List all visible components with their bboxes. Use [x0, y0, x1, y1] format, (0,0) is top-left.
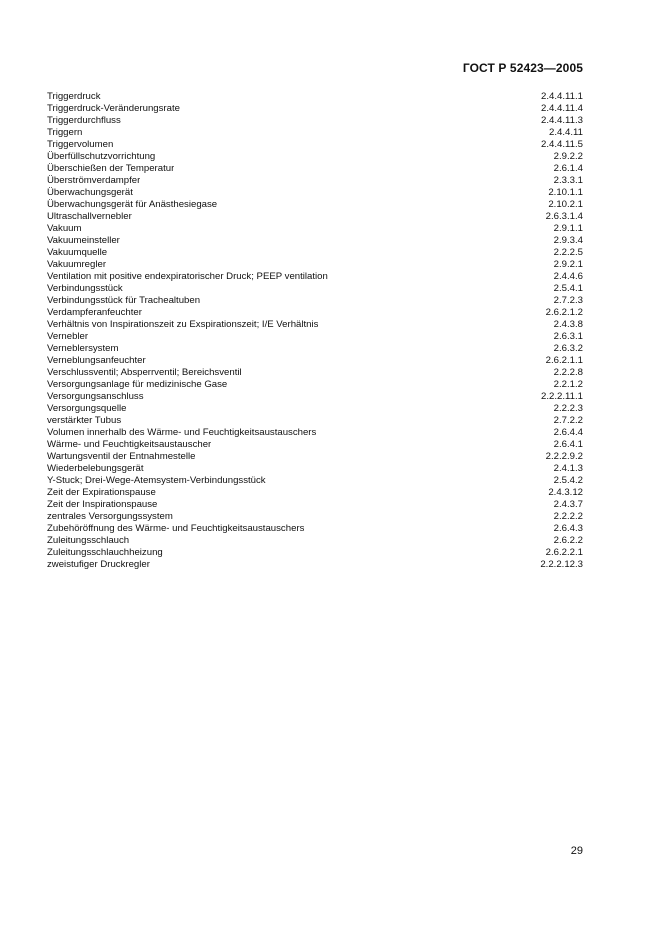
- index-term: Zuleitungsschlauchheizung: [47, 547, 163, 558]
- index-reference-number: 2.4.4.11: [549, 127, 583, 138]
- index-entry: [47, 91, 583, 103]
- index-entry: [47, 331, 583, 343]
- index-reference-number: 2.4.3.8: [553, 319, 583, 330]
- index-reference-number: 2.2.2.2: [553, 511, 583, 522]
- index-term: Zeit der Expirationspause: [47, 487, 156, 498]
- index-entry: [47, 559, 583, 571]
- index-entry: [47, 223, 583, 235]
- index-reference-number: 2.9.2.1: [553, 259, 583, 270]
- index-entry: [47, 175, 583, 187]
- index-term: Überströmverdampfer: [47, 175, 141, 186]
- index-reference-number: 2.2.2.8: [553, 367, 583, 378]
- index-term: Wartungsventil der Entnahmestelle: [47, 451, 196, 462]
- index-term: zweistufiger Druckregler: [47, 559, 150, 570]
- index-term: Triggern: [47, 127, 83, 138]
- index-term: Vernebler: [47, 331, 89, 342]
- index-entry: [47, 487, 583, 499]
- index-reference-number: 2.2.2.11.1: [541, 391, 583, 402]
- index-term: Überwachungsgerät: [47, 187, 133, 198]
- index-term: Verschlussventil; Absperrventil; Bereichsventil: [47, 367, 242, 378]
- index-reference-number: 2.6.2.2.1: [545, 547, 583, 558]
- index-term: Triggerdruck: [47, 91, 101, 102]
- page-number: 29: [570, 845, 583, 857]
- index-entry: [47, 475, 583, 487]
- index-term: Zeit der Inspirationspause: [47, 499, 158, 510]
- index-reference-number: 2.4.3.7: [553, 499, 583, 510]
- index-reference-number: 2.6.3.2: [553, 343, 583, 354]
- index-reference-number: 2.7.2.2: [553, 415, 583, 426]
- index-list: [47, 91, 583, 571]
- index-reference-number: 2.6.2.2: [553, 535, 583, 546]
- index-entry: [47, 127, 583, 139]
- index-entry: [47, 343, 583, 355]
- index-reference-number: 2.10.2.1: [548, 199, 583, 210]
- index-reference-number: 2.6.4.1: [553, 439, 583, 450]
- index-entry: [47, 283, 583, 295]
- index-entry: [47, 151, 583, 163]
- index-entry: [47, 511, 583, 523]
- index-term: Verbindungsstück: [47, 283, 123, 294]
- index-term: Vakuumquelle: [47, 247, 108, 258]
- index-entry: [47, 439, 583, 451]
- index-entry: [47, 115, 583, 127]
- index-reference-number: 2.9.1.1: [553, 223, 583, 234]
- index-reference-number: 2.3.3.1: [553, 175, 583, 186]
- index-term: Wiederbelebungsgerät: [47, 463, 144, 474]
- index-reference-number: 2.4.4.6: [553, 271, 583, 282]
- index-reference-number: 2.9.2.2: [553, 151, 583, 162]
- index-entry: [47, 187, 583, 199]
- index-term: Verbindungsstück für Trachealtuben: [47, 295, 201, 306]
- index-term: Verneblungsanfeuchter: [47, 355, 146, 366]
- index-reference-number: 2.6.2.1.2: [545, 307, 583, 318]
- index-entry: [47, 523, 583, 535]
- index-entry: [47, 259, 583, 271]
- index-entry: [47, 463, 583, 475]
- index-reference-number: 2.4.3.12: [548, 487, 583, 498]
- index-reference-number: 2.5.4.2: [553, 475, 583, 486]
- index-entry: [47, 307, 583, 319]
- index-term: Volumen innerhalb des Wärme- und Feuchtigkeitsaustauschers: [47, 427, 317, 438]
- index-term: Y-Stuck; Drei-Wege-Atemsystem-Verbindungsstück: [47, 475, 266, 486]
- index-reference-number: 2.6.3.1: [553, 331, 583, 342]
- index-entry: [47, 427, 583, 439]
- index-entry: [47, 271, 583, 283]
- index-entry: [47, 319, 583, 331]
- index-entry: [47, 535, 583, 547]
- index-term: Ventilation mit positive endexpiratorischer Druck; PEEP ventilation: [47, 271, 328, 282]
- index-entry: [47, 235, 583, 247]
- index-reference-number: 2.2.2.12.3: [540, 559, 583, 570]
- index-term: Versorgungsquelle: [47, 403, 127, 414]
- index-reference-number: 2.6.3.1.4: [545, 211, 583, 222]
- index-entry: [47, 415, 583, 427]
- index-entry: [47, 547, 583, 559]
- index-entry: [47, 355, 583, 367]
- index-term: Versorgungsanlage für medizinische Gase: [47, 379, 228, 390]
- index-reference-number: 2.4.4.11.4: [541, 103, 583, 114]
- index-entry: [47, 295, 583, 307]
- index-term: Triggerdurchfluss: [47, 115, 121, 126]
- index-reference-number: 2.2.2.5: [553, 247, 583, 258]
- index-term: Verdampferanfeuchter: [47, 307, 142, 318]
- index-entry: [47, 499, 583, 511]
- index-entry: [47, 403, 583, 415]
- index-reference-number: 2.4.4.11.1: [541, 91, 583, 102]
- index-term: Zuleitungsschlauch: [47, 535, 130, 546]
- index-entry: [47, 451, 583, 463]
- index-term: Überfüllschutzvorrichtung: [47, 151, 156, 162]
- index-term: Vakuumeinsteller: [47, 235, 120, 246]
- index-reference-number: 2.6.4.4: [553, 427, 583, 438]
- index-reference-number: 2.9.3.4: [553, 235, 583, 246]
- index-entry: [47, 367, 583, 379]
- index-reference-number: 2.4.1.3: [553, 463, 583, 474]
- index-entry: [47, 103, 583, 115]
- index-reference-number: 2.10.1.1: [548, 187, 583, 198]
- index-entry: [47, 199, 583, 211]
- index-reference-number: 2.6.2.1.1: [545, 355, 583, 366]
- index-term: zentrales Versorgungssystem: [47, 511, 173, 522]
- index-reference-number: 2.4.4.11.5: [541, 139, 583, 150]
- index-term: Verneblersystem: [47, 343, 119, 354]
- index-reference-number: 2.6.1.4: [553, 163, 583, 174]
- index-reference-number: 2.2.1.2: [553, 379, 583, 390]
- index-term: Wärme- und Feuchtigkeitsaustauscher: [47, 439, 212, 450]
- index-entry: [47, 139, 583, 151]
- index-term: Versorgungsanschluss: [47, 391, 144, 402]
- index-entry: [47, 163, 583, 175]
- index-term: Überschießen der Temperatur: [47, 163, 175, 174]
- index-term: Triggervolumen: [47, 139, 114, 150]
- index-term: verstärkter Tubus: [47, 415, 122, 426]
- standard-code-header: ГОСТ Р 52423—2005: [462, 61, 583, 75]
- index-term: Vakuumregler: [47, 259, 107, 270]
- index-entry: [47, 211, 583, 223]
- index-entry: [47, 247, 583, 259]
- index-reference-number: 2.7.2.3: [553, 295, 583, 306]
- index-reference-number: 2.6.4.3: [553, 523, 583, 534]
- index-reference-number: 2.4.4.11.3: [541, 115, 583, 126]
- index-term: Vakuum: [47, 223, 82, 234]
- index-entry: [47, 391, 583, 403]
- index-term: Zubehöröffnung des Wärme- und Feuchtigkeitsaustauschers: [47, 523, 305, 534]
- index-reference-number: 2.2.2.9.2: [545, 451, 583, 462]
- index-term: Triggerdruck-Veränderungsrate: [47, 103, 180, 114]
- index-term: Ultraschallvernebler: [47, 211, 132, 222]
- index-reference-number: 2.2.2.3: [553, 403, 583, 414]
- index-entry: [47, 379, 583, 391]
- index-term: Verhältnis von Inspirationszeit zu Exspirationszeit; I/E Verhältnis: [47, 319, 319, 330]
- index-term: Überwachungsgerät für Anästhesiegase: [47, 199, 218, 210]
- index-reference-number: 2.5.4.1: [553, 283, 583, 294]
